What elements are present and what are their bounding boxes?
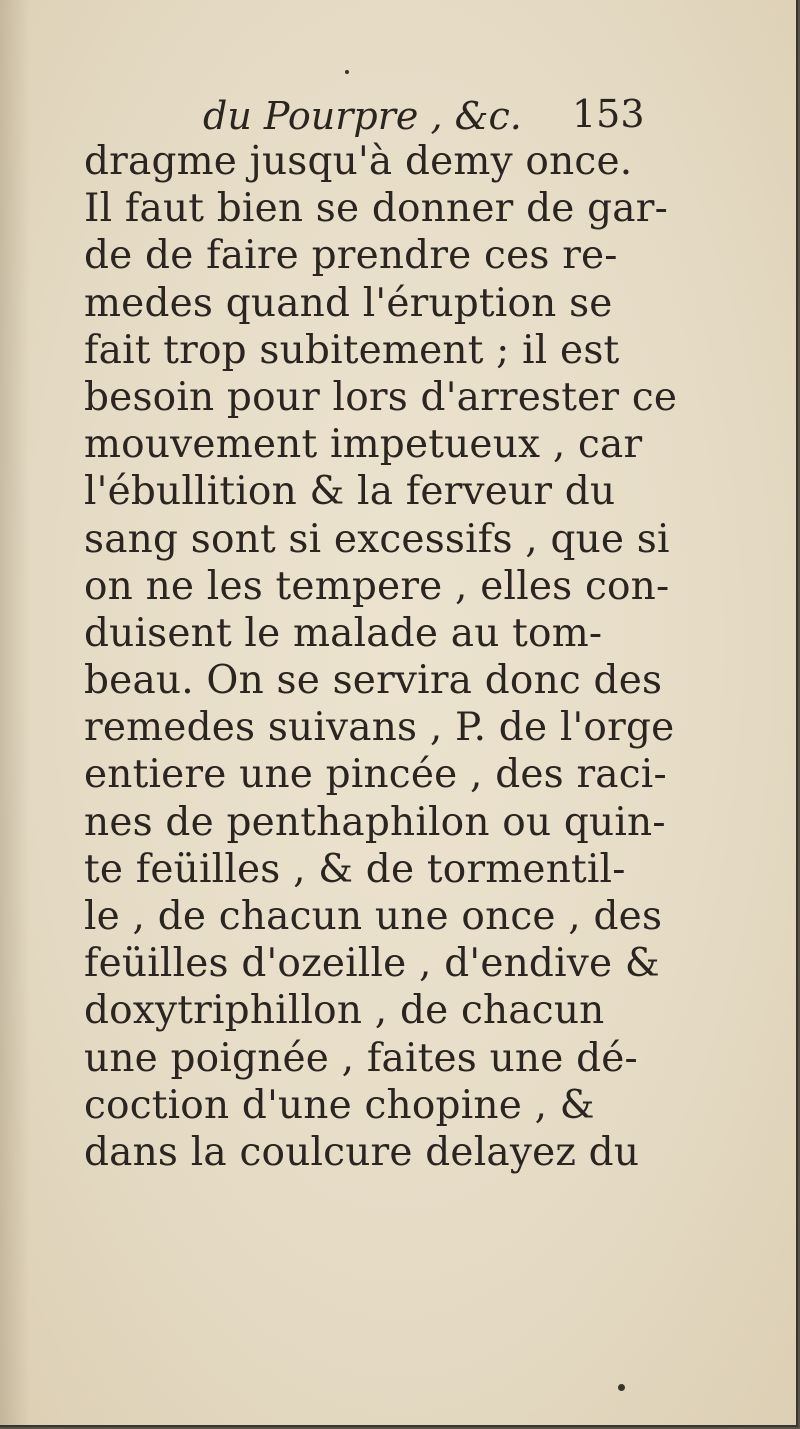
text-line: feüilles d'ozeille , d'endive & (84, 941, 660, 987)
text-line: on ne les tempere , elles con- (84, 563, 670, 609)
ink-speck (618, 1384, 625, 1391)
text-line: medes quand l'éruption se (84, 280, 613, 326)
page-number: 153 (572, 92, 645, 136)
running-head-title: du Pourpre , &c. (203, 94, 522, 138)
text-line: coction d'une chopine , & (84, 1082, 595, 1128)
text-line: l'ébullition & la ferveur du (84, 469, 616, 515)
text-line: duisent le malade au tom- (84, 610, 603, 656)
text-line: nes de penthaphilon ou quin- (84, 799, 666, 845)
text-line: une poignée , faites une dé- (84, 1035, 638, 1081)
page-gutter-shadow (0, 0, 30, 1425)
text-line: sang sont si excessifs , que si (84, 516, 670, 562)
text-line: le , de chacun une once , des (84, 894, 663, 939)
body-text (84, 138, 678, 1176)
text-line: doxytriphillon , de chacun (84, 988, 605, 1034)
text-line: besoin pour lors d'arrester ce (84, 374, 678, 420)
text-line: de de faire prendre ces re- (84, 233, 618, 279)
text-line: dragme jusqu'à demy once. (84, 139, 633, 184)
text-line: entiere une pincée , des raci- (84, 752, 667, 798)
text-line: te feüilles , & de tormentil- (84, 846, 626, 892)
text-line: mouvement impetueux , car (84, 422, 643, 468)
ink-speck (345, 70, 349, 74)
text-line: Il faut bien se donner de gar- (84, 186, 668, 232)
running-head (0, 86, 798, 146)
text-line: remedes suivans , P. de l'orge (84, 705, 675, 751)
text-line: beau. On se servira donc des (84, 658, 663, 704)
text-line: fait trop subitement ; il est (84, 327, 620, 373)
text-line: dans la coulcure delayez du (84, 1129, 640, 1175)
